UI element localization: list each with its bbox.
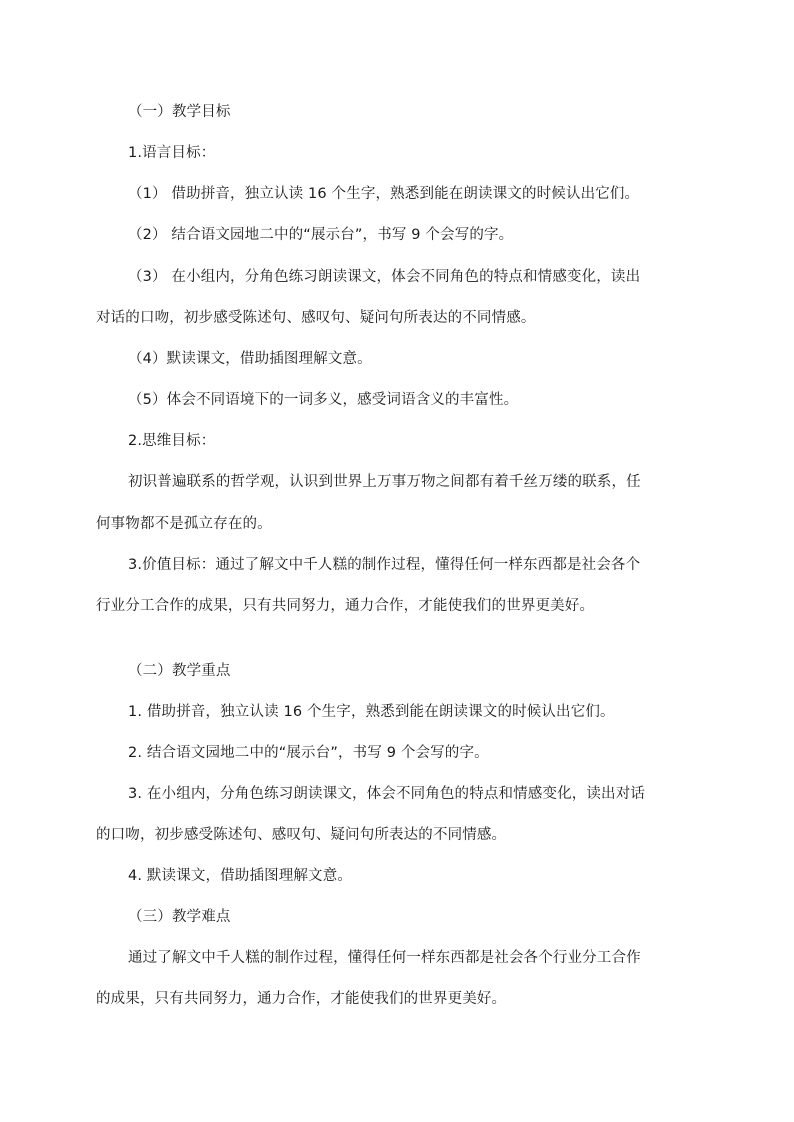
objective-item-1: （1） 借助拼音，独立认读 16 个生字，熟悉到能在朗读课文的时候认出它们。 (128, 186, 640, 202)
key-point-4: 4. 默读课文，借助插图理解文意。 (128, 868, 352, 884)
thinking-goal-title: 2.思维目标： (128, 433, 216, 449)
difficulty-line-2: 的成果，只有共同努力，通力合作，才能使我们的世界更美好。 (96, 991, 507, 1007)
objective-item-3-continued: 对话的口吻，初步感受陈述句、感叹句、疑问句所表达的不同情感。 (96, 310, 536, 326)
objective-item-5: （5）体会不同语境下的一词多义，感受词语含义的丰富性。 (128, 392, 519, 408)
difficulties-heading: （三）教学难点 (128, 909, 231, 925)
key-point-2: 2. 结合语文园地二中的“展示台”，书写 9 个会写的字。 (128, 745, 489, 761)
thinking-goal-line-1: 初识普遍联系的哲学观，认识到世界上万事万物之间都有着千丝万缕的联系，任 (128, 474, 641, 490)
value-goal-line-2: 行业分工合作的成果，只有共同努力，通力合作，才能使我们的世界更美好。 (96, 598, 595, 614)
thinking-goal-line-2: 何事物都不是孤立存在的。 (96, 516, 272, 532)
objectives-heading: （一）教学目标 (128, 104, 231, 120)
language-goal-title: 1.语言目标： (128, 145, 216, 161)
key-point-1: 1. 借助拼音，独立认读 16 个生字，熟悉到能在朗读课文的时候认出它们。 (128, 704, 615, 720)
objective-item-2: （2） 结合语文园地二中的“展示台”，书写 9 个会写的字。 (128, 227, 514, 243)
key-points-heading: （二）教学重点 (128, 663, 231, 679)
key-point-3-continued: 的口吻，初步感受陈述句、感叹句、疑问句所表达的不同情感。 (96, 827, 507, 843)
key-point-3: 3. 在小组内，分角色练习朗读课文，体会不同角色的特点和情感变化，读出对话 (128, 786, 645, 802)
value-goal-line-1: 3.价值目标：通过了解文中千人糕的制作过程，懂得任何一样东西都是社会各个 (128, 557, 641, 573)
objective-item-4: （4）默读课文，借助插图理解文意。 (128, 351, 372, 367)
difficulty-line-1: 通过了解文中千人糕的制作过程，懂得任何一样东西都是社会各个行业分工合作 (128, 950, 641, 966)
objective-item-3: （3） 在小组内，分角色练习朗读课文，体会不同角色的特点和情感变化，读出 (128, 269, 641, 285)
